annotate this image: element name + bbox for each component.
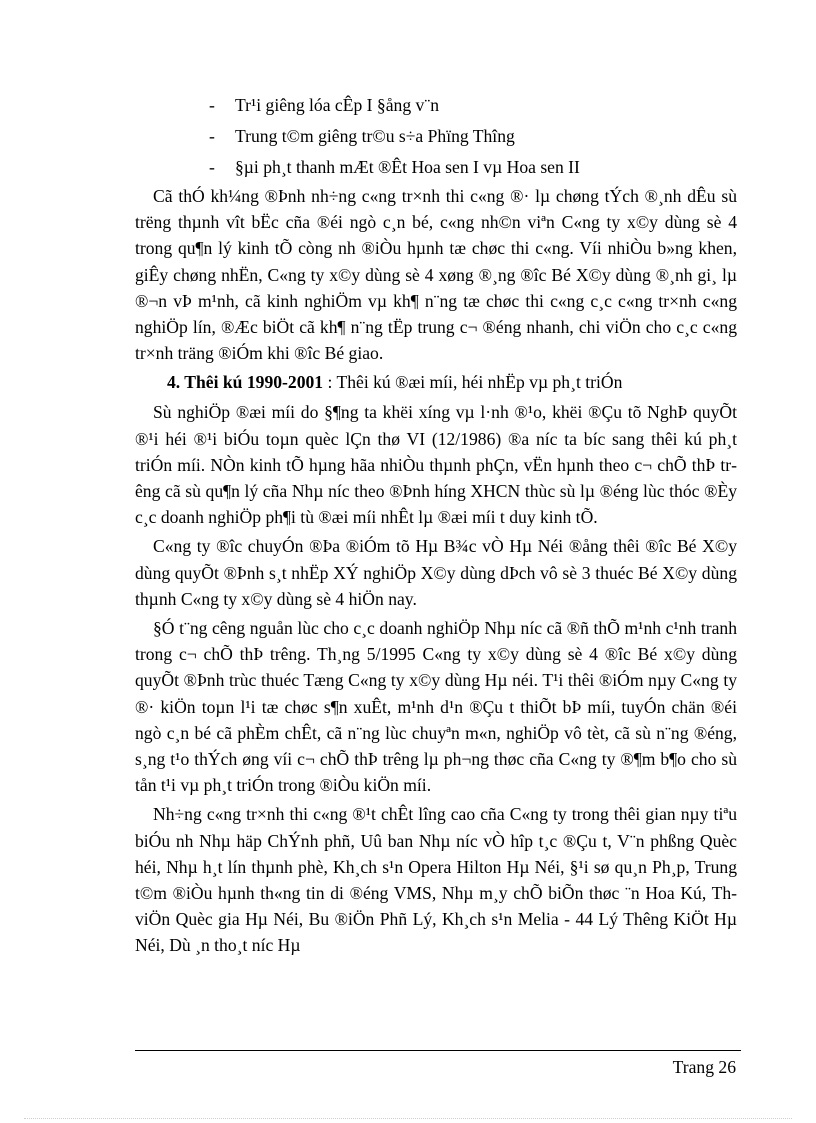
page-edge-dots (24, 1118, 792, 1119)
bullet-item (167, 152, 737, 183)
paragraph: Sù nghiÖp ®æi míi do §¶ng ta khëi xíng vµ l·nh ®¹o, khëi ®Çu tõ NghÞ quyÕt ®¹i héi ®¹i biÓu toµn quèc lÇn thø VI (12/1986) ®a níc ta bíc sang thêi kú ph¸t triÓn míi. NÒn kinh tÕ hµng hãa nhiÒu thµnh phÇn, vËn hµnh theo c¬ chÕ thÞ trêng cã sù qu¶n lý cña Nhµ níc theo ®Þnh híng XHCN thùc sù lµ ®éng lùc thóc ®Èy c¸c doanh nghiÖp ph¶i tù ®æi míi nhÊt lµ ®æi míi t duy kinh tÕ. (135, 402, 737, 528)
page-body (135, 90, 737, 959)
bullet-dash: - (209, 126, 215, 146)
page-number: Trang 26 (672, 1057, 736, 1077)
section-heading (167, 368, 737, 396)
paragraph: §Ó t¨ng cêng nguån lùc cho c¸c doanh nghiÖp Nhµ níc cã ®ñ thÕ m¹nh c¹nh tranh trong c¬ chÕ thÞ trêng. Th¸ng 5/1995 C«ng ty x©y dùng sè 4 ®îc Bé x©y dùng quyÕt ®Þnh trùc thuéc Tæng C«ng ty x©y dùng Hµ néi. T¹i thêi ®iÓm nµy C«ng ty ®· kiÖn toµn l¹i tæ chøc s¶n xuÊt, m¹nh d¹n ®Çu t thiÕt bÞ míi, tuyÓn chän ®éi ngò c¸n bé cã phÈm chÊt, cã n¨ng lùc chuyªn m«n, nghiÖp vô tèt, cã sù n¨ng ®éng, s¸ng t¹o thÝch øng víi c¬ chÕ thÞ trêng lµ ph¬ng thøc cña C«ng ty ®¶m b¶o cho sù tån t¹i vµ ph¸t triÓn trong ®iÒu kiÖn míi. (135, 618, 737, 796)
bullet-item (167, 121, 737, 152)
paragraph: Nh÷ng c«ng tr×nh thi c«ng ®¹t chÊt lîng cao cña C«ng ty trong thêi gian nµy tiªu biÓu nh Nhµ häp ChÝnh phñ, Uû ban Nhµ níc vÒ hîp t¸c ®Çu t, V¨n phßng Quèc héi, Nhµ h¸t lín thµnh phè, Kh¸ch s¹n Opera Hilton Hµ Néi, §¹i sø qu¸n Ph¸p, Trung t©m ®iÒu hµnh th«ng tin di ®éng VMS, Nhµ m¸y chÕ biÕn thøc ¨n Hoa Kú, Th viÖn Quèc gia Hµ Néi, Bu ®iÖn Phñ Lý, Kh¸ch s¹n Melia - 44 Lý Thêng KiÖt Hµ Néi, Dù ¸n tho¸t níc Hµ (135, 804, 737, 956)
footer-divider (135, 1050, 741, 1051)
bullet-text: §µi ph¸t thanh mÆt ®Êt Hoa sen I vµ Hoa sen II (235, 157, 580, 177)
paragraph: Cã thÓ kh¼ng ®Þnh nh÷ng c«ng tr×nh thi c«ng ®· lµ chøng tÝch ®¸nh dÊu sù trëng thµnh vît bËc cña ®éi ngò c¸n bé, c«ng nh©n viªn C«ng ty x©y dùng sè 4 trong qu¶n lý kinh tÕ còng nh ®iÒu hµnh tæ chøc thi c«ng. Víi nhiÒu b»ng khen, giÊy chøng nhËn, C«ng ty x©y dùng sè 4 xøng ®¸ng ®îc Bé X©y dùng ®¸nh gi¸ lµ ®¬n vÞ m¹nh, cã kinh nghiÖm vµ kh¶ n¨ng tæ chøc thi c«ng c¸c c«ng tr×nh c«ng nghiÖp lín, ®Æc biÖt cã kh¶ n¨ng tËp trung c¬ ®éng nhanh, chi viÖn cho c¸c c«ng tr×nh träng ®iÓm khi ®îc Bé giao. (135, 186, 737, 364)
bullet-dash: - (209, 157, 215, 177)
bullet-text: Trung t©m giêng tr©u s÷a Phïng Thîng (235, 126, 515, 146)
section-heading-number: 4. Thêi kú 1990-2001 (167, 372, 324, 393)
bullet-item (167, 90, 737, 121)
bullet-dash: - (209, 95, 215, 115)
paragraph: C«ng ty ®îc chuyÓn ®Þa ®iÓm tõ Hµ B¾c vÒ Hµ Néi ®ång thêi ®îc Bé X©y dùng quyÕt ®Þnh s¸t nhËp XÝ nghiÖp X©y dùng dÞch vô sè 3 thuéc Bé X©y dùng thµnh C«ng ty x©y dùng sè 4 hiÖn nay. (135, 536, 737, 609)
bullet-text: Tr¹i giêng lóa cÊp I §ång v¨n (235, 95, 439, 115)
section-heading-title: : Thêi kú ®æi míi, héi nhËp vµ ph¸t triÓn (323, 372, 623, 393)
